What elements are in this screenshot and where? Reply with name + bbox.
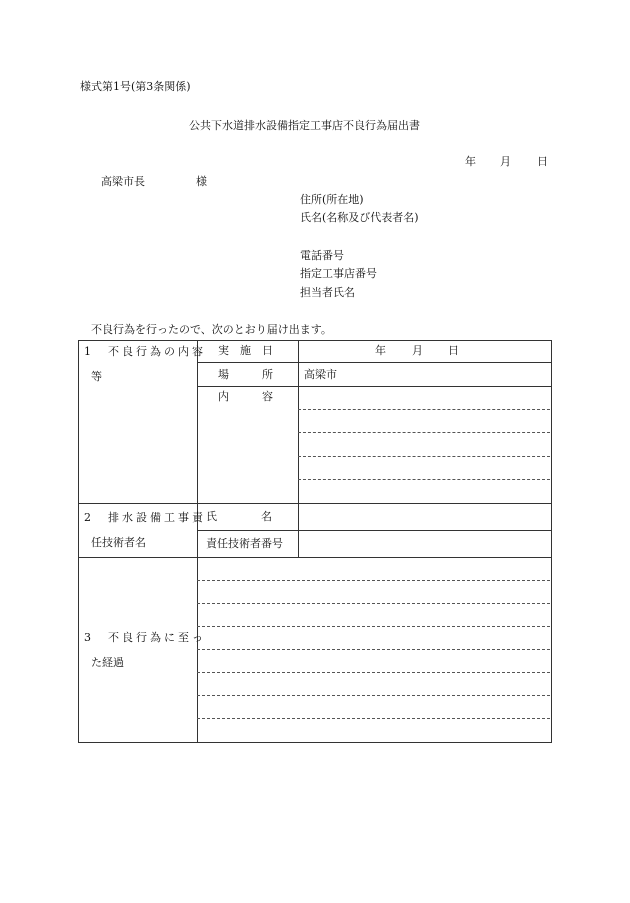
- place-row-label: 場 所: [218, 368, 273, 381]
- name-label: 氏名(名称及び代表者名): [300, 211, 419, 224]
- progress-dashed-line: [197, 603, 550, 604]
- date-year-label: 年: [465, 155, 476, 168]
- row-line: [197, 386, 551, 387]
- date-row-year: 年: [375, 344, 386, 357]
- progress-dashed-line: [197, 580, 550, 581]
- col-divider-2: [298, 340, 299, 557]
- addressee-honorific: 様: [196, 175, 207, 188]
- date-row-label: 実 施 日: [218, 344, 273, 357]
- content-dashed-line: [298, 479, 550, 480]
- page-title: 公共下水道排水設備指定工事店不良行為届出書: [189, 119, 420, 132]
- section1-label-line2: 等: [91, 370, 102, 383]
- progress-dashed-line: [197, 695, 550, 696]
- progress-dashed-line: [197, 626, 550, 627]
- date-row-day: 日: [448, 344, 459, 357]
- progress-dashed-line: [197, 672, 550, 673]
- section3-label-line1: 3 不良行為に至っ: [84, 631, 206, 644]
- engineer-name-label: 氏 名: [206, 510, 272, 523]
- content-dashed-line: [298, 456, 550, 457]
- section3-label-line2: た経過: [91, 656, 124, 669]
- section-divider: [78, 503, 551, 504]
- date-day-label: 日: [537, 155, 548, 168]
- section-divider: [78, 557, 551, 558]
- phone-label: 電話番号: [300, 249, 344, 262]
- table-border: [78, 340, 552, 743]
- row-line: [197, 362, 551, 363]
- content-row-label: 内 容: [218, 390, 273, 403]
- content-dashed-line: [298, 409, 550, 410]
- section1-label-line1: 1 不良行為の内容: [84, 345, 206, 358]
- intro-text: 不良行為を行ったので、次のとおり届け出ます。: [91, 323, 332, 336]
- person-label: 担当者氏名: [300, 286, 355, 299]
- col-divider-1: [197, 340, 198, 742]
- engineer-number-label: 責任技術者番号: [206, 537, 283, 550]
- form-number: 様式第1号(第3条関係): [80, 80, 191, 93]
- section2-label-line1: 2 排水設備工事責: [84, 511, 206, 524]
- date-month-label: 月: [500, 155, 511, 168]
- progress-dashed-line: [197, 718, 550, 719]
- section2-label-line2: 任技術者名: [91, 536, 146, 549]
- content-dashed-line: [298, 432, 550, 433]
- row-line: [197, 530, 551, 531]
- address-label: 住所(所在地): [300, 193, 364, 206]
- progress-dashed-line: [197, 649, 550, 650]
- date-row-month: 月: [412, 344, 423, 357]
- shop-number-label: 指定工事店番号: [300, 267, 377, 280]
- place-row-value: 高梁市: [304, 368, 337, 381]
- addressee-name: 高梁市長: [101, 175, 145, 188]
